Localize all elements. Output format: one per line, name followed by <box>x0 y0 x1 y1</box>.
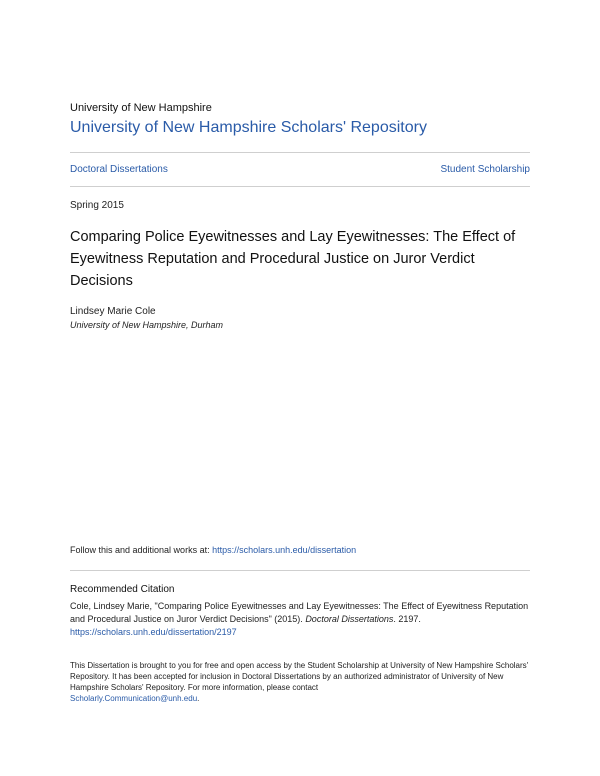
citation-link[interactable]: https://scholars.unh.edu/dissertation/2197 <box>70 627 237 637</box>
document-title: Comparing Police Eyewitnesses and Lay Eyewitnesses: The Effect of Eyewitness Reputation and Procedural Justice on Juror Verdict Decisions <box>70 229 516 289</box>
collection-link-doctoral-dissertations[interactable]: Doctoral Dissertations <box>70 164 168 175</box>
divider-top <box>70 152 530 153</box>
follow-text: Follow this and additional works at: <box>70 545 213 555</box>
follow-link[interactable]: https://scholars.unh.edu/dissertation <box>212 545 357 555</box>
citation-block <box>70 600 532 639</box>
author-name: Lindsey Marie Cole <box>70 306 156 317</box>
repository-link[interactable]: University of New Hampshire Scholars' Repository <box>70 119 427 136</box>
citation-heading: Recommended Citation <box>70 584 175 595</box>
divider-collections <box>70 186 530 187</box>
collection-link-student-scholarship[interactable]: Student Scholarship <box>440 164 530 175</box>
author-affiliation: University of New Hampshire, Durham <box>70 320 224 330</box>
institution-name: University of New Hampshire <box>70 102 212 114</box>
access-statement <box>70 660 532 704</box>
citation-text: Cole, Lindsey Marie, "Comparing Police Eyewitnesses and Lay Eyewitnesses: The Effect of Eyewitness Reputation and Procedural Justice on Juror Verdict Decisions" (2015). <box>70 601 529 624</box>
publication-date: Spring 2015 <box>70 200 124 211</box>
citation-number: . 2197. <box>393 614 421 624</box>
citation-series: Doctoral Dissertations <box>305 614 394 624</box>
contact-email-link[interactable]: Scholarly.Communication@unh.edu <box>70 694 198 703</box>
access-statement-end: . <box>197 694 200 703</box>
access-statement-text: This Dissertation is brought to you for free and open access by the Student Scholarship at University of New Hampshire Scholars' Repository. It has been accepted for inclusion in Doctoral Dissertations by an authorized administrator of University of New Hampshire Scholars' Repository. For more information, please contact <box>70 661 529 692</box>
follow-line <box>70 545 356 555</box>
divider-citation <box>70 570 530 571</box>
